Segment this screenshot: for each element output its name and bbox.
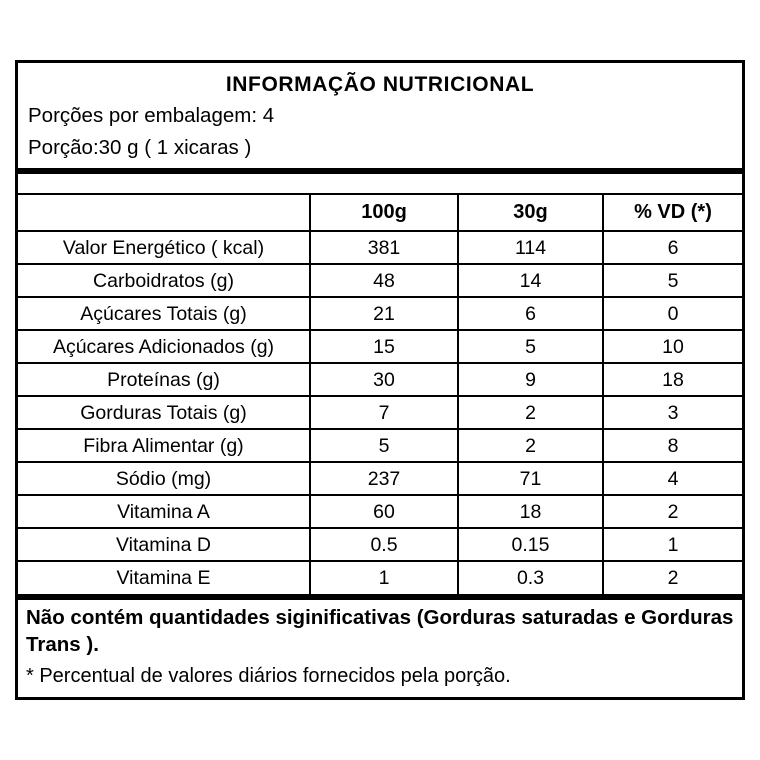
value-30g: 71 [458, 462, 603, 495]
value-30g: 2 [458, 429, 603, 462]
value-100g: 7 [310, 396, 458, 429]
value-vd: 6 [603, 231, 742, 264]
nutrient-name: Valor Energético ( kcal) [18, 231, 310, 264]
table-row [18, 231, 742, 264]
table-header-row [18, 195, 742, 231]
nutrient-name: Gorduras Totais (g) [18, 396, 310, 429]
value-30g: 0.3 [458, 561, 603, 594]
value-vd: 2 [603, 495, 742, 528]
table-row [18, 528, 742, 561]
nutrient-name: Açúcares Adicionados (g) [18, 330, 310, 363]
table-row [18, 561, 742, 594]
table-row [18, 363, 742, 396]
value-100g: 237 [310, 462, 458, 495]
value-vd: 8 [603, 429, 742, 462]
footer-notes [18, 600, 742, 696]
column-header-100g: 100g [310, 195, 458, 231]
table-row [18, 429, 742, 462]
value-30g: 5 [458, 330, 603, 363]
value-vd: 2 [603, 561, 742, 594]
value-100g: 5 [310, 429, 458, 462]
nutrient-name: Açúcares Totais (g) [18, 297, 310, 330]
value-100g: 21 [310, 297, 458, 330]
nutrition-facts-label [15, 60, 745, 700]
value-100g: 60 [310, 495, 458, 528]
column-header-vd: % VD (*) [603, 195, 742, 231]
nutrient-name: Carboidratos (g) [18, 264, 310, 297]
table-row [18, 462, 742, 495]
value-vd: 18 [603, 363, 742, 396]
value-30g: 14 [458, 264, 603, 297]
nutrient-table-body [18, 231, 742, 594]
column-header-30g: 30g [458, 195, 603, 231]
nutrient-name: Proteínas (g) [18, 363, 310, 396]
table-row [18, 495, 742, 528]
value-vd: 1 [603, 528, 742, 561]
value-100g: 381 [310, 231, 458, 264]
nutrient-table [18, 195, 742, 594]
value-30g: 9 [458, 363, 603, 396]
value-vd: 5 [603, 264, 742, 297]
table-row [18, 330, 742, 363]
value-30g: 0.15 [458, 528, 603, 561]
value-30g: 18 [458, 495, 603, 528]
nutrient-name: Vitamina D [18, 528, 310, 561]
table-row [18, 297, 742, 330]
serving-information-block [18, 63, 742, 168]
value-30g: 114 [458, 231, 603, 264]
table-row [18, 264, 742, 297]
nutrient-name: Fibra Alimentar (g) [18, 429, 310, 462]
value-30g: 6 [458, 297, 603, 330]
value-100g: 48 [310, 264, 458, 297]
nutrient-name: Sódio (mg) [18, 462, 310, 495]
value-vd: 3 [603, 396, 742, 429]
table-top-spacer [18, 174, 742, 195]
value-100g: 1 [310, 561, 458, 594]
nutrient-name: Vitamina A [18, 495, 310, 528]
table-row [18, 396, 742, 429]
value-vd: 10 [603, 330, 742, 363]
daily-value-note: * Percentual de valores diários fornecidos pela porção. [26, 664, 511, 687]
value-100g: 15 [310, 330, 458, 363]
value-100g: 0.5 [310, 528, 458, 561]
value-vd: 0 [603, 297, 742, 330]
nutrient-name: Vitamina E [18, 561, 310, 594]
page-title: INFORMAÇÃO NUTRICIONAL [225, 73, 535, 96]
serving-size: Porção:30 g ( 1 xicaras ) [28, 135, 252, 159]
value-30g: 2 [458, 396, 603, 429]
servings-per-package: Porções por embalagem: 4 [28, 104, 275, 128]
value-vd: 4 [603, 462, 742, 495]
column-header-nutrient [18, 195, 310, 231]
value-100g: 30 [310, 363, 458, 396]
not-significant-note: Não contém quantidades siginificativas (Gorduras saturadas e Gorduras Trans ). [26, 606, 734, 656]
